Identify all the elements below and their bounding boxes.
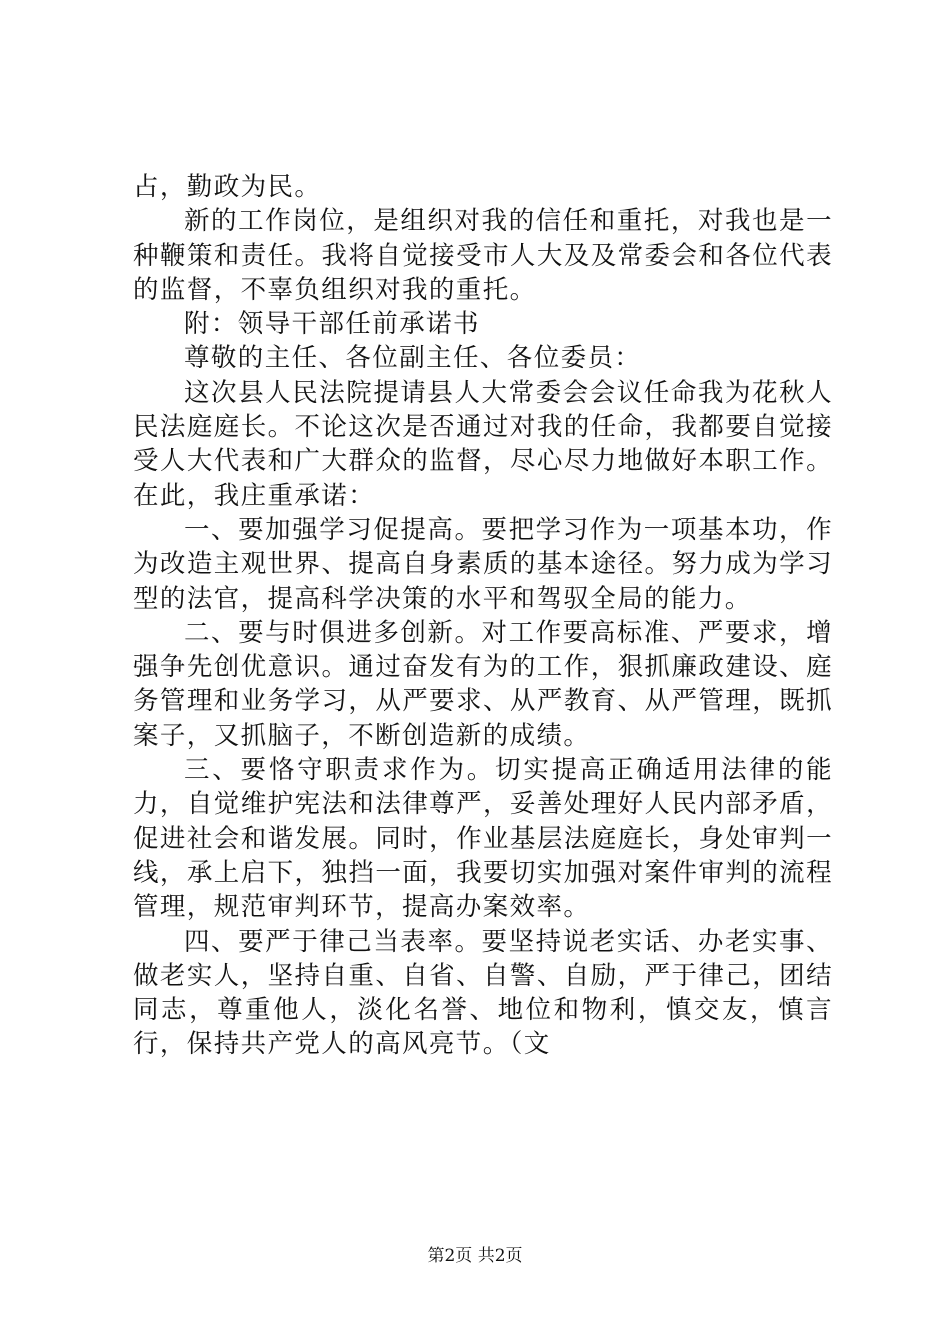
salutation: 尊敬的主任、各位副主任、各位委员：	[184, 343, 642, 374]
pledge-item-2: 二、要与时俱进多创新。对工作要高标准、严要求，增强争先创优意识。通过奋发有为的工作，狠抓廉政建设、庭务管理和业务学习，从严要求、从严教育、从严管理，既抓案子，又抓脑子，不断创造新的成绩。	[133, 617, 833, 751]
paragraph-introduction: 这次县人民法院提请县人大常委会会议任命我为花秋人民法庭庭长。不论这次是否通过对我的任命，我都要自觉接受人大代表和广大群众的监督，尽心尽力地做好本职工作。在此，我庄重承诺：	[133, 377, 833, 511]
page-number-footer: 第2页 共2页	[427, 1246, 523, 1266]
pledge-item-3: 三、要恪守职责求作为。切实提高正确适用法律的能力，自觉维护宪法和法律尊严，妥善处理好人民内部矛盾，促进社会和谐发展。同时，作业基层法庭庭长，身处审判一线，承上启下，独挡一面，我要切实加强对案件审判的流程管理，规范审判环节，提高办案效率。	[133, 755, 833, 923]
appendix-heading: 附：领导干部任前承诺书	[184, 309, 480, 340]
paragraph-new-post: 新的工作岗位，是组织对我的信任和重托，对我也是一种鞭策和责任。我将自觉接受市人大及及常委会和各位代表的监督，不辜负组织对我的重托。	[133, 206, 833, 305]
pledge-item-4: 四、要严于律己当表率。要坚持说老实话、办老实事、做老实人，坚持自重、自省、自警、自励，严于律己，团结同志，尊重他人，淡化名誉、地位和物利，慎交友，慎言行，保持共产党人的高风亮节。（文	[133, 926, 833, 1060]
paragraph-continuation: 占，勤政为民。	[133, 172, 322, 202]
document-body	[133, 170, 833, 1062]
pledge-item-1: 一、要加强学习促提高。要把学习作为一项基本功，作为改造主观世界、提高自身素质的基本途径。努力成为学习型的法官，提高科学决策的水平和驾驭全局的能力。	[133, 514, 833, 614]
